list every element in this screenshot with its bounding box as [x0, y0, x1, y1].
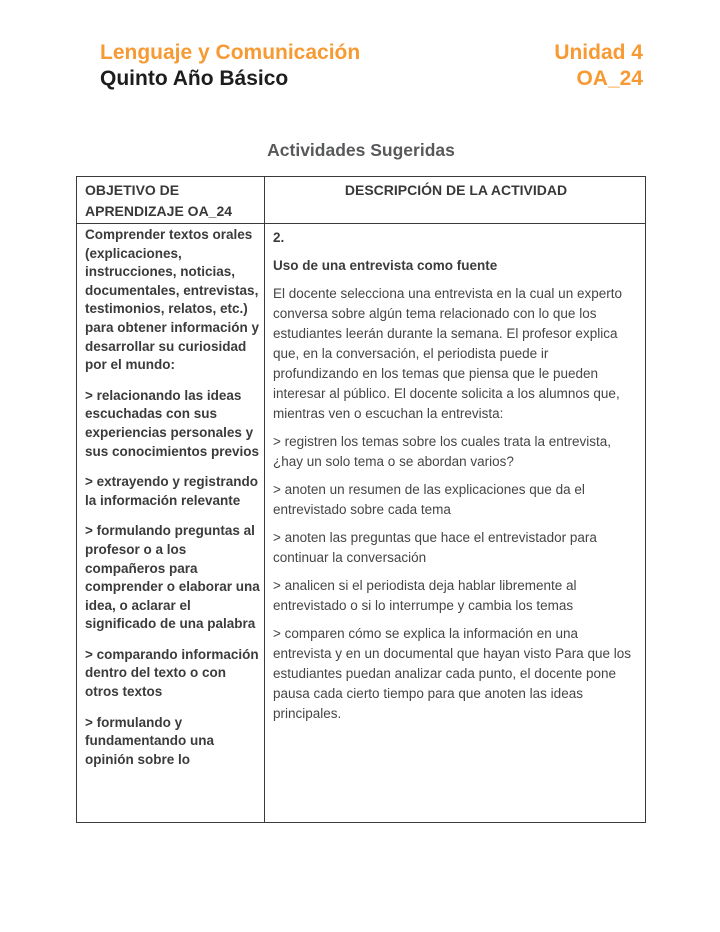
- page-title: Actividades Sugeridas: [267, 140, 455, 160]
- paragraph: > extrayendo y registrando la información relevante: [85, 474, 258, 508]
- grade-subtitle: Quinto Año Básico: [100, 67, 289, 90]
- activities-table: [76, 176, 646, 823]
- document-header: [100, 40, 643, 92]
- activity-paragraphs: [273, 284, 637, 724]
- paragraph: > comparen cómo se explica la información en una entrevista y en un documental que hayan visto Para que los estudiantes puedan analizar cada punto, el docente pone pausa cada cierto tiempo para que anoten las ideas principales.: [273, 626, 631, 721]
- table-body-row: [77, 224, 645, 823]
- objective-cell: [77, 224, 265, 823]
- table-header-row: [77, 177, 645, 224]
- paragraph: > registren los temas sobre los cuales trata la entrevista, ¿hay un solo tema o se abordan varios?: [273, 434, 612, 469]
- paragraph: > formulando y fundamentando una opinión sobre lo: [85, 714, 214, 767]
- paragraph: > analicen si el periodista deja hablar libremente al entrevistado o si lo interrumpe y cambia los temas: [273, 578, 577, 613]
- header-left-block: [100, 40, 360, 92]
- header-right-block: [554, 40, 643, 92]
- paragraph: > anoten las preguntas que hace el entrevistador para continuar la conversación: [273, 530, 597, 565]
- unit-label: Unidad 4: [554, 41, 643, 64]
- activity-title: Uso de una entrevista como fuente: [273, 258, 498, 273]
- paragraph: > comparando información dentro del texto o con otros textos: [85, 646, 259, 700]
- paragraph: El docente selecciona una entrevista en la cual un experto conversa sobre algún tema relacionado con lo que los estudiantes leerán durante la semana. El profesor explica que, en la conversación, el periodista puede ir profundizando en los temas que piensa que le pueden interesar al público. El docente solicita a los alumnos que, mientras ven o escuchan la entrevista:: [273, 286, 622, 421]
- column-header-description: DESCRIPCIÓN DE LA ACTIVIDAD: [344, 182, 568, 198]
- activity-number: 2.: [273, 230, 285, 245]
- paragraph: > formulando preguntas al profesor o a los compañeros para comprender o elaborar una idea, o aclarar el significado de una palabra: [85, 523, 260, 632]
- column-header-objective: OBJETIVO DE APRENDIZAJE OA_24: [77, 177, 265, 225]
- subject-title: Lenguaje y Comunicación: [100, 41, 361, 64]
- paragraph: > relacionando las ideas escuchadas con sus experiencias personales y sus conocimientos previos: [85, 387, 260, 459]
- oa-code-label: OA_24: [576, 67, 643, 90]
- paragraph: Comprender textos orales (explicaciones, instrucciones, noticias, documentales, entrevistas, testimonios, relatos, etc.) para obtener información y desarrollar su curiosidad por el mundo:: [85, 227, 260, 373]
- paragraph: > anoten un resumen de las explicaciones que da el entrevistado sobre cada tema: [273, 482, 585, 517]
- activity-cell: [265, 224, 645, 823]
